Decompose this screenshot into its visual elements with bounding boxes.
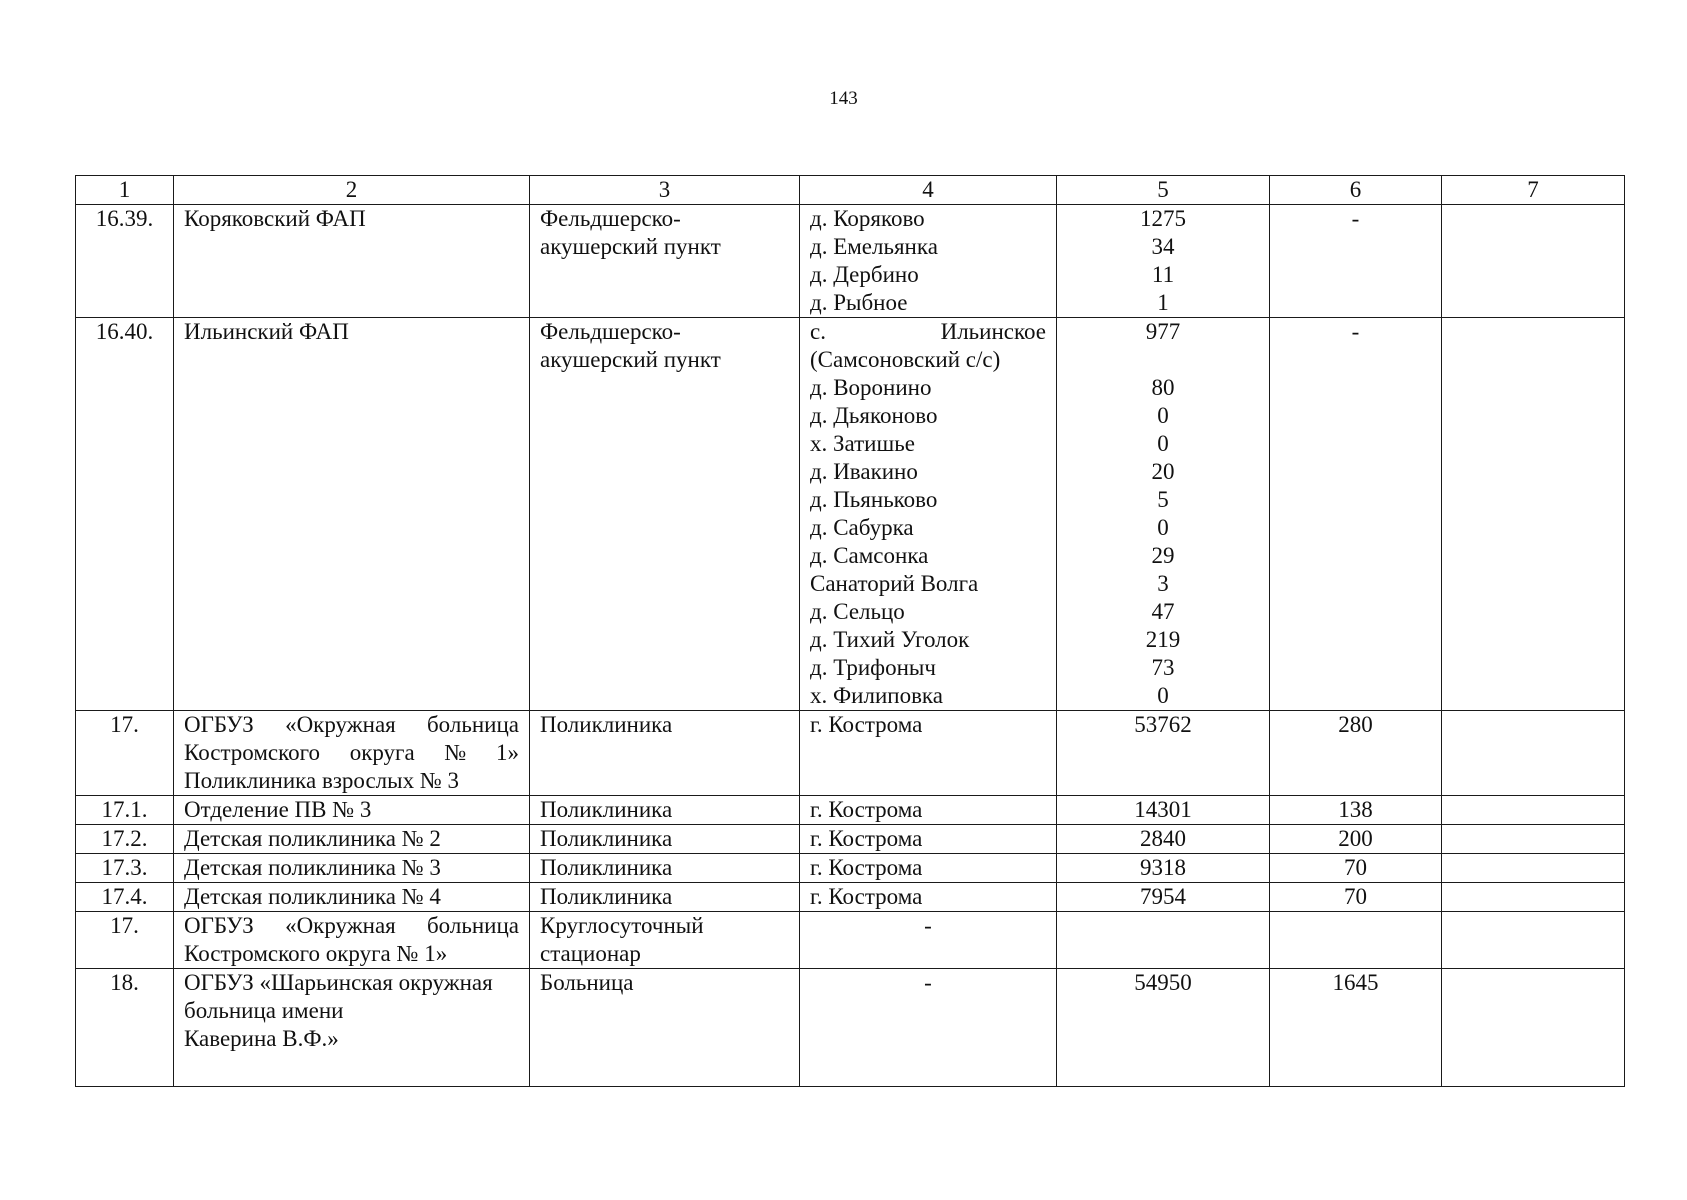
locality-name: д. Трифоныч: [810, 655, 936, 680]
facility-name: Ильинский ФАП: [174, 318, 530, 711]
facility-name: Детская поликлиника № 2: [174, 825, 530, 854]
locality-name: д. Сабурка: [810, 515, 914, 540]
locality-name: д. Воронино: [810, 375, 932, 400]
facility-name: Детская поликлиника № 4: [174, 883, 530, 912]
localities-cell: [800, 318, 1057, 711]
column-number-5: 5: [1057, 176, 1270, 205]
facility-name-line: [184, 912, 519, 940]
capacity-cell: 70: [1270, 883, 1442, 912]
locality-value: 47: [1151, 599, 1175, 624]
population-cell: [1057, 205, 1270, 318]
notes-cell: [1442, 711, 1625, 796]
locality-name: х. Филиповка: [810, 683, 943, 708]
facility-type: [530, 205, 800, 318]
facility-name-word: Костромского: [184, 740, 321, 765]
facility-type: Поликлиника: [530, 883, 800, 912]
capacity-cell: [1270, 912, 1442, 969]
notes-cell: [1442, 796, 1625, 825]
spacer: [1067, 346, 1259, 374]
table-row: [76, 854, 1625, 883]
locality-name: г. Кострома: [800, 883, 1057, 912]
column-number-row: [76, 176, 1625, 205]
facility-name-line: [184, 739, 519, 767]
table-row: [76, 318, 1625, 711]
locality-dash: -: [924, 913, 932, 938]
locality-name: д. Сельцо: [810, 599, 905, 624]
locality-value: 29: [1151, 543, 1175, 568]
locality-name: д. Рыбное: [810, 290, 908, 315]
locality-value: 1275: [1140, 206, 1186, 231]
column-number-3: 3: [530, 176, 800, 205]
facility-type: [530, 318, 800, 711]
row-number: 17.4.: [76, 883, 174, 912]
notes-cell: [1442, 205, 1625, 318]
locality-value: 11: [1151, 262, 1175, 287]
locality-name: д. Ивакино: [810, 459, 918, 484]
notes-cell: [1442, 825, 1625, 854]
capacity-cell: -: [1270, 205, 1442, 318]
locality-name: Ильинское: [940, 319, 1046, 344]
row-number: 17.: [76, 711, 174, 796]
locality-value: 20: [1151, 459, 1175, 484]
facility-type-line: Круглосуточный: [540, 913, 704, 938]
facility-name: Коряковский ФАП: [174, 205, 530, 318]
population-cell: 14301: [1057, 796, 1270, 825]
population-cell: [1057, 912, 1270, 969]
facility-name-word: больница: [426, 712, 519, 737]
locality-value: 5: [1157, 487, 1169, 512]
facility-name-line: Каверина В.Ф.»: [184, 1026, 339, 1051]
locality-name: [800, 969, 1057, 1087]
facility-name-word: ОГБУЗ: [184, 913, 254, 938]
column-number-2: 2: [174, 176, 530, 205]
facility-name: [174, 912, 530, 969]
capacity-cell: -: [1270, 318, 1442, 711]
locality-name: д. Коряково: [810, 206, 925, 231]
facility-name-line: [184, 711, 519, 739]
column-number-4: 4: [800, 176, 1057, 205]
facility-name-line: Поликлиника взрослых № 3: [184, 768, 460, 793]
row-number: 17.1.: [76, 796, 174, 825]
column-number-7: 7: [1442, 176, 1625, 205]
locality-name: г. Кострома: [800, 711, 1057, 796]
notes-cell: [1442, 883, 1625, 912]
capacity-cell: 200: [1270, 825, 1442, 854]
facility-name-word: «Окружная: [285, 712, 396, 737]
locality-name: г. Кострома: [800, 796, 1057, 825]
facility-name-word: округа: [349, 740, 415, 765]
locality-value: 1: [1157, 290, 1169, 315]
locality-value: 34: [1151, 234, 1175, 259]
facility-name: [174, 969, 530, 1087]
row-number: 17.3.: [76, 854, 174, 883]
locality-value: 0: [1157, 515, 1169, 540]
locality-name: г. Кострома: [800, 854, 1057, 883]
facility-name-line: Костромского округа № 1»: [184, 941, 448, 966]
column-number-6: 6: [1270, 176, 1442, 205]
table-row: [76, 796, 1625, 825]
locality-name-first: [810, 318, 1046, 346]
table-row: [76, 711, 1625, 796]
row-number: 16.39.: [76, 205, 174, 318]
locality-dash: -: [924, 970, 932, 995]
facility-type: Поликлиника: [530, 796, 800, 825]
facility-type: Поликлиника: [530, 825, 800, 854]
population-cell: 54950: [1057, 969, 1270, 1087]
row-number: 16.40.: [76, 318, 174, 711]
capacity-cell: 280: [1270, 711, 1442, 796]
locality-name: д. Дербино: [810, 262, 919, 287]
facility-type-line: Фельдшерско-: [540, 206, 681, 231]
locality-value: 80: [1151, 375, 1175, 400]
population-cell: 2840: [1057, 825, 1270, 854]
notes-cell: [1442, 969, 1625, 1087]
locality-prefix: с.: [810, 319, 826, 344]
table-row: [76, 825, 1625, 854]
locality-name: Санаторий Волга: [810, 571, 979, 596]
locality-name: д. Емельянка: [810, 234, 938, 259]
facility-name-line: больница имени: [184, 998, 344, 1023]
facility-type: [530, 912, 800, 969]
facility-name-word: больница: [426, 913, 519, 938]
capacity-cell: 138: [1270, 796, 1442, 825]
notes-cell: [1442, 854, 1625, 883]
population-cell: 7954: [1057, 883, 1270, 912]
facility-type: Поликлиника: [530, 711, 800, 796]
locality-name-continued: (Самсоновский с/с): [810, 347, 1001, 372]
locality-name: д. Тихий Уголок: [810, 627, 970, 652]
locality-name: д. Самсонка: [810, 543, 929, 568]
facility-type-line: акушерский пункт: [540, 234, 721, 259]
locality-value: 73: [1151, 655, 1175, 680]
facility-name-word: «Окружная: [285, 913, 396, 938]
table-row: [76, 883, 1625, 912]
facility-type: Поликлиника: [530, 854, 800, 883]
locality-value: 977: [1145, 319, 1181, 344]
facility-name: [174, 711, 530, 796]
table-row: [76, 969, 1625, 1087]
locality-name: х. Затишье: [810, 431, 915, 456]
row-number: 17.2.: [76, 825, 174, 854]
locality-name: [800, 912, 1057, 969]
table-row: [76, 912, 1625, 969]
notes-cell: [1442, 912, 1625, 969]
population-cell: 53762: [1057, 711, 1270, 796]
facility-name: Отделение ПВ № 3: [174, 796, 530, 825]
locality-name: д. Пьяньково: [810, 487, 938, 512]
facility-type-line: стационар: [540, 941, 641, 966]
facility-type-line: Фельдшерско-: [540, 319, 681, 344]
locality-name: д. Дьяконово: [810, 403, 938, 428]
locality-value: 219: [1145, 627, 1181, 652]
notes-cell: [1442, 318, 1625, 711]
locality-value: 0: [1157, 403, 1169, 428]
row-number: 17.: [76, 912, 174, 969]
population-cell: 9318: [1057, 854, 1270, 883]
facility-name-word: 1»: [496, 740, 519, 765]
capacity-cell: 70: [1270, 854, 1442, 883]
page-number: 143: [829, 88, 858, 109]
facilities-table: [75, 175, 1625, 1087]
facility-name-word: №: [444, 740, 467, 765]
facility-name-line: ОГБУЗ «Шарьинская окружная: [184, 970, 493, 995]
facility-type: Больница: [530, 969, 800, 1087]
population-cell: [1057, 318, 1270, 711]
facility-name-word: ОГБУЗ: [184, 712, 254, 737]
column-number-1: 1: [76, 176, 174, 205]
locality-value: 0: [1157, 431, 1169, 456]
facility-name: Детская поликлиника № 3: [174, 854, 530, 883]
facility-type-line: акушерский пункт: [540, 347, 721, 372]
locality-value: 3: [1157, 571, 1169, 596]
row-number: 18.: [76, 969, 174, 1087]
locality-value: 0: [1157, 683, 1169, 708]
localities-cell: [800, 205, 1057, 318]
locality-name: г. Кострома: [800, 825, 1057, 854]
table-row: [76, 205, 1625, 318]
capacity-cell: 1645: [1270, 969, 1442, 1087]
